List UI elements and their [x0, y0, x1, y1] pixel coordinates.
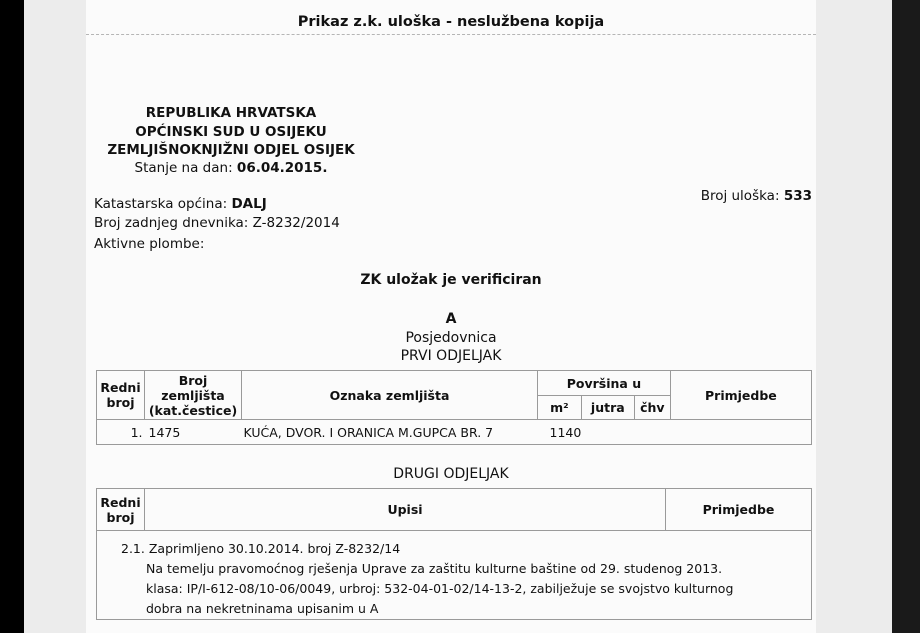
- plombe-label: Aktivne plombe:: [94, 236, 205, 252]
- part-one-title: PRVI ODJELJAK: [400, 348, 502, 364]
- cell-primjedbe: [670, 420, 811, 445]
- state-label: Stanje na dan:: [134, 160, 233, 176]
- katastarska-value: DALJ: [231, 196, 267, 212]
- page-title: Prikaz z.k. uloška - neslužbena kopija: [297, 14, 605, 30]
- header-divider: [86, 34, 816, 35]
- entry-line-4: dobra na nekretninama upisanim u A: [146, 601, 379, 616]
- verified-status: ZK uložak je verificiran: [360, 272, 542, 288]
- cell-redni: 1.: [97, 420, 145, 445]
- col-jutra-header: jutra: [581, 396, 634, 420]
- section-name: Posjedovnica: [405, 330, 497, 346]
- court-country: REPUBLIKA HRVATSKA: [145, 105, 317, 121]
- cell-broj: 1475: [145, 420, 242, 445]
- col-redni-header-2: Redni broj: [97, 489, 145, 531]
- col-primjedbe-header-2: Primjedbe: [666, 489, 812, 531]
- section-letter: A: [445, 311, 457, 327]
- col-upisi-header: Upisi: [145, 489, 666, 531]
- document-page: [86, 0, 816, 633]
- entry-row: [97, 531, 812, 620]
- cell-jutra: [581, 420, 634, 445]
- dnevnik-line: [94, 215, 340, 231]
- land-table: [96, 370, 812, 445]
- broj-uloska-value: 533: [783, 188, 812, 204]
- court-name: OPĆINSKI SUD U OSIJEKU: [135, 124, 327, 140]
- court-department: ZEMLJIŠNOKNJIŽNI ODJEL OSIJEK: [107, 142, 355, 158]
- table-row: [97, 420, 812, 445]
- col-chv-header: čhv: [634, 396, 670, 420]
- entry-number: 2.1.: [121, 541, 145, 556]
- entries-table: [96, 488, 812, 620]
- entry-line-3: klasa: IP/I-612-08/10-06/0049, urbroj: 532-04-01-02/14-13-2, zabilježuje se svojstvo kulturnog: [146, 581, 734, 596]
- broj-uloska: [701, 188, 812, 204]
- part-two-title: DRUGI ODJELJAK: [393, 466, 509, 482]
- state-date-line: [86, 160, 376, 176]
- col-redni-header: Redni broj: [97, 371, 145, 420]
- katastarska-line: [94, 196, 267, 212]
- cell-m2: 1140: [538, 420, 582, 445]
- col-povrsina-header: Površina u: [538, 371, 671, 396]
- katastarska-label: Katastarska općina:: [94, 196, 228, 212]
- entry-received: Zaprimljeno 30.10.2014. broj Z-8232/14: [148, 541, 401, 556]
- dnevnik-value: Z-8232/2014: [252, 215, 340, 231]
- entry-line-1: [121, 539, 811, 559]
- col-m2-header: m²: [538, 396, 582, 420]
- cell-oznaka: KUĆA, DVOR. I ORANICA M.GUPCA BR. 7: [242, 420, 538, 445]
- scan-edge: [892, 0, 920, 633]
- dnevnik-label: Broj zadnjeg dnevnika:: [94, 215, 249, 231]
- broj-uloska-label: Broj uloška:: [700, 188, 780, 204]
- col-broj-zemljista-header: Broj zemljišta (kat.čestice): [145, 371, 242, 420]
- cell-chv: [634, 420, 670, 445]
- entry-line-2: Na temelju pravomoćnog rješenja Uprave za zaštitu kulturne baštine od 29. studenog 2013.: [146, 561, 723, 576]
- col-oznaka-header: Oznaka zemljišta: [242, 371, 538, 420]
- state-date: 06.04.2015.: [236, 160, 328, 176]
- col-primjedbe-header: Primjedbe: [670, 371, 811, 420]
